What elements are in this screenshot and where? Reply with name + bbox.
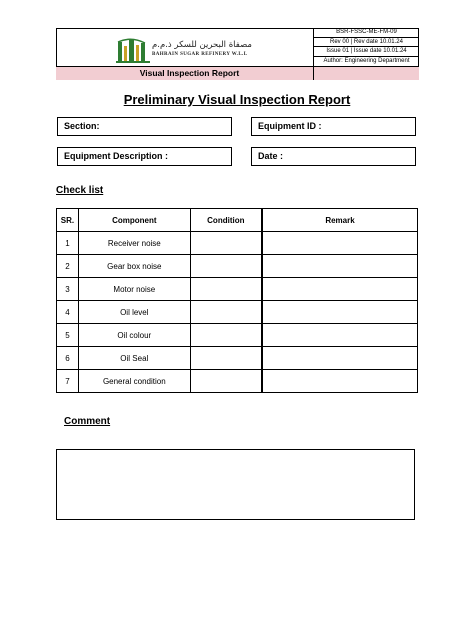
row-remark-cell[interactable] (262, 301, 418, 324)
page-title (0, 92, 474, 107)
page-title-text: Preliminary Visual Inspection Report (123, 92, 351, 107)
row-condition-cell[interactable] (190, 278, 262, 301)
row-remark-cell[interactable] (262, 278, 418, 301)
revision-line: Rev 00 | Rev date 10.01.24 (314, 38, 419, 48)
date-field[interactable] (251, 147, 416, 166)
row-condition-cell[interactable] (190, 255, 262, 278)
row-remark-cell[interactable] (262, 324, 418, 347)
row-remark-cell[interactable] (262, 232, 418, 255)
equipment-id-label: Equipment ID : (258, 121, 322, 131)
comment-box[interactable] (56, 449, 415, 520)
row-remark-cell[interactable] (262, 370, 418, 393)
table-row (57, 255, 418, 278)
checklist-heading: Check list (56, 185, 104, 196)
row-condition-cell[interactable] (190, 347, 262, 370)
doc-code: BSR-FSSC-ME-FM-09 (314, 28, 419, 38)
checklist-header-row (57, 209, 418, 232)
section-label: Section: (64, 121, 100, 131)
logo-english-text: BAHRAIN SUGAR REFINERY W.L.L (152, 52, 248, 57)
row-component: Motor noise (78, 278, 190, 301)
table-row (57, 278, 418, 301)
section-field[interactable] (57, 117, 232, 136)
row-component: Oil level (78, 301, 190, 324)
row-sr: 4 (57, 301, 79, 324)
row-sr: 2 (57, 255, 79, 278)
banner-divider (313, 67, 314, 80)
table-row (57, 324, 418, 347)
date-label: Date : (258, 151, 284, 161)
header-component: Component (78, 209, 190, 232)
row-sr: 6 (57, 347, 79, 370)
row-component: Gear box noise (78, 255, 190, 278)
header-sr: SR. (57, 209, 79, 232)
author-line: Author: Engineering Department (323, 57, 410, 64)
comment-heading: Comment (64, 416, 111, 427)
header-remark: Remark (262, 209, 418, 232)
issue-line: Issue 01 | Issue date 10.01.24 (314, 47, 419, 57)
row-condition-cell[interactable] (190, 232, 262, 255)
row-component: Oil Seal (78, 347, 190, 370)
header-condition: Condition (190, 209, 262, 232)
row-remark-cell[interactable] (262, 255, 418, 278)
report-banner-text: Visual Inspection Report (139, 68, 240, 78)
refinery-logo-icon (114, 36, 154, 66)
document-control-info (313, 28, 419, 66)
logo-arabic-text: مصفاة البحرين للسكر ذ.م.م (152, 40, 252, 50)
row-condition-cell[interactable] (190, 370, 262, 393)
row-condition-cell[interactable] (190, 324, 262, 347)
equipment-id-field[interactable] (251, 117, 416, 136)
row-sr: 1 (57, 232, 79, 255)
equipment-description-field[interactable] (57, 147, 232, 166)
table-row (57, 370, 418, 393)
table-row (57, 232, 418, 255)
row-component: Oil colour (78, 324, 190, 347)
row-sr: 3 (57, 278, 79, 301)
table-row (57, 301, 418, 324)
report-banner (56, 66, 419, 80)
row-component: General condition (78, 370, 190, 393)
table-row (57, 347, 418, 370)
row-component: Receiver noise (78, 232, 190, 255)
row-sr: 7 (57, 370, 79, 393)
checklist-table (56, 208, 418, 393)
row-condition-cell[interactable] (190, 301, 262, 324)
equipment-description-label: Equipment Description : (64, 151, 169, 161)
row-sr: 5 (57, 324, 79, 347)
row-remark-cell[interactable] (262, 347, 418, 370)
